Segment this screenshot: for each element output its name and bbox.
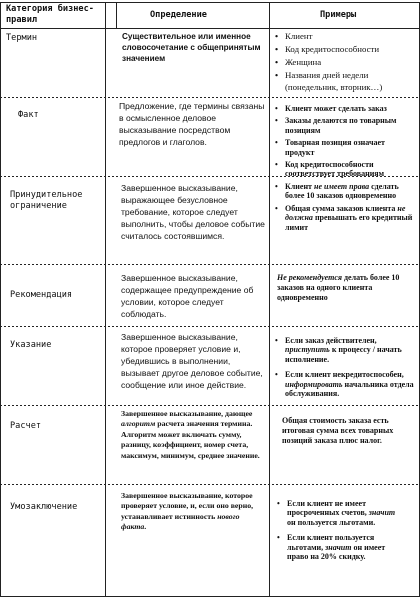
row-term-definition: Существительное или именное словосочетание с общепринятым значением [122,32,261,63]
row-fact-examples [274,104,416,182]
list-item: • Названия дней недели (понедельник, вторник…) [275,70,383,92]
row-fact-category: Факт [18,110,39,120]
list-item: • Если клиент не имеет просроченных счетов, значит он пользуется льготами. [277,499,396,527]
list-item: • Общая сумма заказов клиента не должна превышать его кредитный лимит [275,203,413,232]
row-recommendation-definition: Завершенное высказывание, содержащее предупреждение об условии, которое следует соблюдать. [121,273,254,319]
list-item: • Товарная позиция означает продукт [275,138,385,157]
row-constraint-definition: Завершенное высказывание, выражающее безусловное требование, которое следует выполнить, чтобы деловое событие считалось состоявшимся. [121,183,265,241]
row-term-category: Термин [6,33,38,43]
row-recommendation-example: Не рекомендуется делать более 10 заказов на одного клиента одновременно [277,273,400,302]
row-constraint-examples [274,182,418,235]
list-item: • Клиент может сделать заказ [275,104,387,113]
list-item: • Код кредитоспособности соответствует требованиям [275,160,385,179]
list-item: • Если заказ действителен, приступить к процессу / начать исполнение. [275,336,402,364]
row-term-examples [274,30,416,94]
list-item: • Если клиент некредитоспособен, информировать начальника отдела обслуживания. [275,370,414,399]
row-directive-category: Указание [10,340,52,350]
row-fact-definition: Предложение, где термины связаны в осмысленное деловое высказывание посредством предлогов и глаголов. [119,101,265,147]
row-recommendation-category: Рекомендация [10,290,73,300]
list-item: • Клиент не имеет права сделать более 10 заказов одновременно [275,182,399,201]
list-item: • Женщина [275,57,322,67]
list-item: • Заказы делаются по товарным позициям [275,116,397,135]
row-calculation-category: Расчет [10,421,42,431]
list-item: • Если клиент пользуется льготами, значит он имеет право на 20% скидку. [277,533,386,562]
row-inference-category: Умозаключение [10,502,78,512]
row-directive-examples [274,336,418,401]
list-item: • Клиент [275,31,313,41]
header-examples: Примеры [320,10,357,20]
header-category: Категория бизнес-правил [6,4,94,25]
list-item: • Код кредитоспособности [275,44,380,54]
header-definition: Определение [150,10,207,20]
row-calculation-example: Общая стоимость заказа есть итоговая сумма всех товарных позиций заказа плюс налог. [282,416,394,445]
row-inference-definition: Завершенное высказывание, которое проверяет условие, и, если оно верно, устанавливает истинность нового факта. [121,491,254,532]
row-constraint-category: Принудительное ограничение [10,190,83,211]
row-calculation-definition: Завершенное высказывание, дающее алгоритм расчета значения термина. Алгоритм может включать сумму, разницу, коэффициент, номер счета, максимум, минимум, среднее значение. [121,409,260,460]
row-directive-definition: Завершенное высказывание, которое проверяет условие и, убедившись в выполнении, вызывает другое деловое событие, сообщение или иное действие. [121,332,263,390]
row-inference-examples [276,499,400,564]
